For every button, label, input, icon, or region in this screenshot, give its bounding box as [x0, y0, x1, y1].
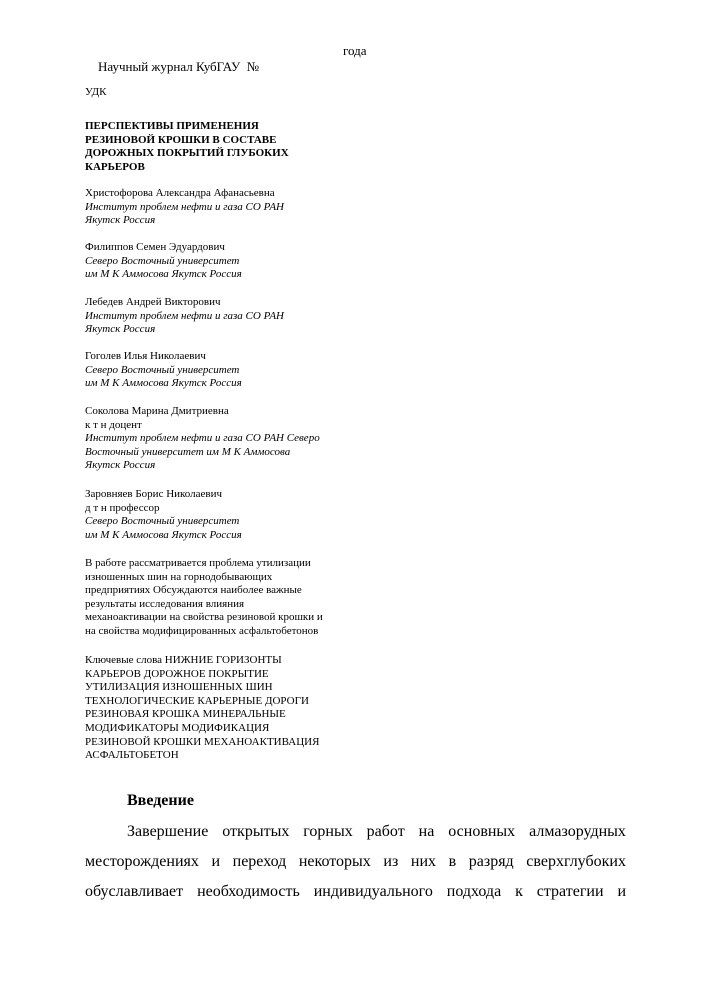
author-affiliation: Якутск Россия: [85, 459, 156, 471]
body-word: и: [211, 853, 221, 870]
body-word: в: [448, 853, 457, 870]
author-name: Гоголев Илья Николаевич: [85, 350, 206, 362]
journal-year: года: [343, 43, 367, 58]
body-word: стратегии: [536, 883, 604, 900]
body-word: из: [383, 853, 399, 870]
title-line: РЕЗИНОВОЙ КРОШКИ В СОСТАВЕ: [85, 133, 277, 146]
body-word: месторождениях: [85, 853, 199, 870]
author-name: Филиппов Семен Эдуардович: [85, 241, 225, 253]
author-degree: к т н доцент: [85, 418, 142, 431]
author-affiliation: Институт проблем нефти и газа СО РАН Северо: [85, 432, 320, 444]
keywords-line: КАРЬЕРОВ ДОРОЖНОЕ ПОКРЫТИЕ: [85, 667, 269, 680]
author-affiliation: Якутск Россия: [85, 323, 156, 335]
keywords-line: УТИЛИЗАЦИЯ ИЗНОШЕННЫХ ШИН: [85, 681, 273, 694]
body-line: [85, 877, 626, 907]
body-word: подхода: [446, 883, 502, 900]
title-line: ПЕРСПЕКТИВЫ ПРИМЕНЕНИЯ: [85, 120, 259, 132]
author-affiliation: им М К Аммосова Якутск Россия: [85, 528, 242, 541]
keywords-line: АСФАЛЬТОБЕТОН: [85, 749, 179, 762]
author-block: [85, 405, 320, 473]
body-word: них: [410, 853, 437, 870]
author-affiliation: им М К Аммосова Якутск Россия: [85, 268, 242, 280]
author-affiliation: Северо Восточный университет: [85, 363, 240, 376]
body-paragraph: [85, 817, 626, 907]
author-block: [85, 296, 284, 337]
author-block: [85, 241, 242, 282]
body-word: необходимость: [197, 883, 300, 900]
author-name: Заровняев Борис Николаевич: [85, 488, 223, 500]
body-word: на: [418, 823, 435, 840]
author-name: Христофорова Александра Афанасьевна: [85, 187, 275, 199]
body-word: обуславливает: [85, 883, 184, 900]
body-word: индивидуального: [313, 883, 433, 900]
abstract-line: изношенных шин на горнодобывающих: [85, 570, 273, 583]
title-line: ДОРОЖНЫХ ПОКРЫТИЙ ГЛУБОКИХ: [85, 147, 289, 159]
author-affiliation: им М К Аммосова Якутск Россия: [85, 377, 242, 389]
body-word: Завершение: [127, 823, 209, 840]
body-line: [85, 817, 626, 847]
keywords-line: Ключевые слова НИЖНИЕ ГОРИЗОНТЫ: [85, 654, 282, 666]
author-affiliation: Институт проблем нефти и газа СО РАН: [85, 309, 284, 322]
body-word: алмазорудных: [529, 823, 626, 840]
body-word: работ: [366, 823, 405, 840]
author-affiliation: Якутск Россия: [85, 214, 156, 226]
author-block: [85, 187, 284, 228]
body-word: горных: [303, 823, 353, 840]
section-heading: Введение: [127, 792, 194, 809]
body-word: некоторых: [298, 853, 371, 870]
body-word: к: [515, 883, 523, 900]
author-affiliation: Восточный университет им М К Аммосова: [85, 445, 291, 458]
body-word: и: [617, 883, 626, 900]
keywords-line: РЕЗИНОВАЯ КРОШКА МИНЕРАЛЬНЫЕ: [85, 708, 286, 721]
author-name: Соколова Марина Дмитриевна: [85, 405, 229, 417]
keywords: [85, 654, 319, 763]
udk-label: УДК: [85, 86, 107, 98]
keywords-line: ТЕХНОЛОГИЧЕСКИЕ КАРЬЕРНЫЕ ДОРОГИ: [85, 694, 309, 707]
body-word: разряд: [468, 853, 514, 870]
author-affiliation: Институт проблем нефти и газа СО РАН: [85, 200, 284, 213]
keywords-line: РЕЗИНОВОЙ КРОШКИ МЕХАНОАКТИВАЦИЯ: [85, 735, 320, 748]
author-affiliation: Северо Восточный университет: [85, 254, 240, 267]
keywords-line: МОДИФИКАТОРЫ МОДИФИКАЦИЯ: [85, 721, 270, 734]
body-word: открытых: [222, 823, 290, 840]
article-title: [85, 120, 345, 174]
author-degree: д т н профессор: [85, 501, 160, 514]
journal-name: Научный журнал КубГАУ №: [98, 59, 260, 74]
author-block: [85, 488, 242, 542]
abstract-line: на свойства модифицированных асфальтобетонов: [85, 624, 319, 637]
title-line: КАРЬЕРОВ: [85, 160, 145, 173]
abstract-line: результаты исследования влияния: [85, 597, 245, 610]
author-affiliation: Северо Восточный университет: [85, 515, 240, 527]
abstract-line: В работе рассматривается проблема утилизации: [85, 557, 311, 569]
author-block: [85, 350, 242, 391]
body-word: переход: [232, 853, 287, 870]
abstract: [85, 557, 323, 638]
abstract-line: механоактивации на свойства резиновой крошки и: [85, 611, 323, 623]
body-word: сверхглубоких: [526, 853, 626, 870]
author-name: Лебедев Андрей Викторович: [85, 296, 221, 308]
journal-header: [85, 43, 367, 107]
body-line: [85, 847, 626, 877]
abstract-line: предприятиях Обсуждаются наиболее важные: [85, 584, 302, 596]
body-word: основных: [448, 823, 516, 840]
